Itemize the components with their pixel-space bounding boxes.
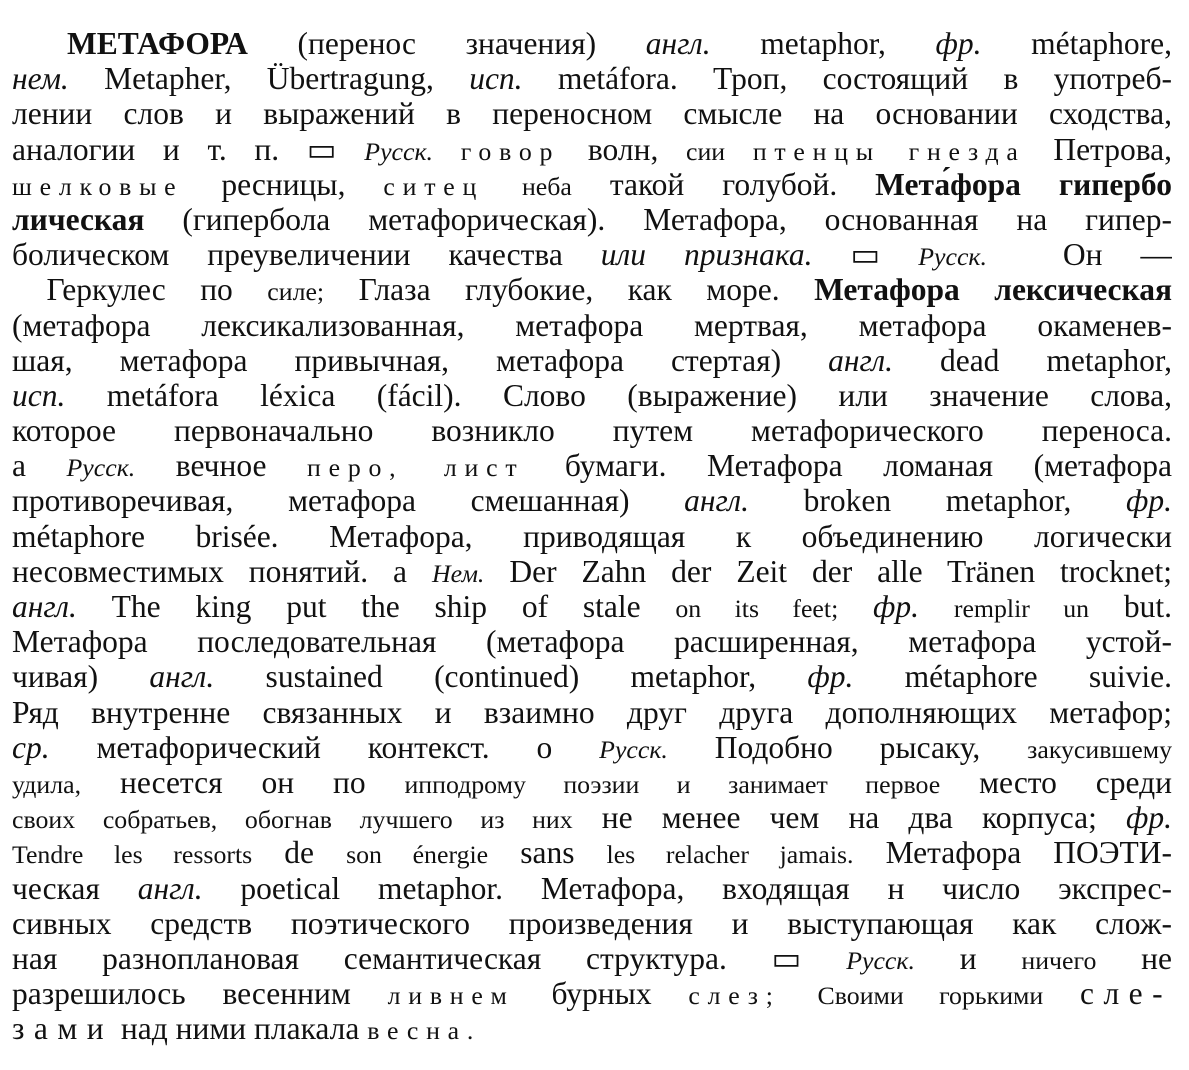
text-segment: Русск.	[66, 453, 136, 483]
text-segment: весна.	[367, 1016, 482, 1046]
text-segment: аналогии и т. п. ▭	[12, 131, 365, 167]
text-line	[12, 132, 1172, 167]
text-segment: разрешилось весенним	[12, 976, 388, 1012]
text-segment: не	[1096, 940, 1172, 976]
text-line	[12, 589, 1172, 624]
text-segment	[484, 167, 522, 202]
text-segment: Der Zahn der Zeit der alle Tränen trocknet;	[484, 553, 1172, 589]
text-line	[12, 61, 1172, 96]
text-segment: своих собратьев, обогнав лучшего из них	[12, 805, 573, 835]
text-segment: ливнем	[387, 981, 515, 1011]
text-segment: бурных	[514, 976, 689, 1012]
text-line	[12, 906, 1172, 941]
text-segment: или признака.	[600, 237, 813, 273]
text-segment: англ.	[12, 589, 77, 624]
text-segment: метафорический контекст. о	[49, 729, 600, 765]
text-segment: нем.	[12, 61, 69, 97]
text-line	[12, 272, 1172, 307]
text-segment: Ряд внутренне связанных и взаимно друг друга дополняющих метафор;	[12, 694, 1172, 730]
text-line	[12, 308, 1172, 343]
text-segment: sustained (continued) metaphor,	[214, 659, 808, 695]
text-segment: англ.	[828, 342, 893, 378]
text-line	[12, 695, 1172, 730]
text-segment: фр.	[807, 659, 854, 695]
text-segment: métaphore suivie.	[853, 659, 1172, 695]
text-line	[12, 167, 1172, 202]
text-line	[12, 483, 1172, 518]
text-segment: перо,	[307, 453, 404, 483]
text-segment: лении слов и выражений в переносном смысле на основании сходства,	[12, 96, 1172, 132]
text-segment: (метафора лексикализованная, метафора мертвая, метафора окаменев-	[12, 307, 1172, 343]
text-line	[12, 730, 1172, 765]
text-segment: Нем.	[431, 558, 485, 588]
text-segment: бумаги. Метафора ломаная (метафора	[524, 448, 1172, 484]
text-segment: métaphore brisée. Метафора, приводящая к объединению логически	[12, 518, 1172, 554]
text-line	[12, 96, 1172, 131]
text-segment: son énergie	[346, 840, 489, 870]
text-segment: болическом преувеличении качества	[12, 237, 601, 273]
text-segment: métaphore,	[981, 26, 1172, 61]
text-line	[12, 871, 1172, 906]
text-segment	[838, 589, 873, 624]
text-segment: Метафора ПОЭТИ-	[853, 835, 1172, 871]
text-segment: шелковые	[12, 171, 184, 201]
text-segment: les relacher jamais.	[606, 840, 854, 870]
text-segment: Своими горькими	[817, 981, 1044, 1011]
text-segment: такой голубой.	[571, 166, 876, 202]
text-line	[12, 202, 1172, 237]
text-segment: не менее чем на два корпуса;	[572, 800, 1126, 836]
text-segment: чивая)	[12, 659, 150, 695]
text-segment: (гипербола метафорическая). Метафора, основанная на гипер-	[144, 201, 1172, 237]
text-segment: лическая	[12, 201, 145, 237]
text-segment: а	[12, 448, 67, 484]
text-segment: Петрова,	[1025, 131, 1172, 167]
text-line	[12, 624, 1172, 659]
text-segment: Геркулес по	[12, 272, 268, 308]
text-segment	[881, 132, 909, 167]
text-segment	[403, 448, 444, 483]
text-segment: и	[914, 940, 1022, 976]
text-segment: Русск.	[846, 945, 915, 975]
text-segment: фр.	[873, 589, 920, 624]
text-segment: on its feet;	[675, 594, 839, 623]
text-line	[12, 800, 1172, 835]
text-segment: poetical metaphor. Метафора, входящая н число экспрес-	[202, 870, 1172, 906]
text-segment: ипподрому поэзии и занимает первое	[404, 769, 941, 799]
text-segment: неба	[521, 171, 572, 201]
text-segment: ничего	[1021, 945, 1097, 975]
text-segment: слез;	[688, 981, 781, 1011]
text-segment: Он —	[986, 237, 1172, 273]
text-segment: Русск.	[918, 242, 987, 272]
text-line	[12, 343, 1172, 378]
text-segment: исп.	[469, 61, 523, 97]
text-segment	[919, 589, 954, 624]
text-segment: (перенос значения)	[247, 26, 646, 61]
text-segment: которое первоначально возникло путем метафорического переноса.	[12, 413, 1172, 449]
text-line	[12, 659, 1172, 694]
text-segment: англ.	[645, 26, 711, 61]
text-segment: силе;	[267, 277, 325, 307]
text-segment: dead metaphor,	[892, 342, 1172, 378]
text-segment: metáfora. Троп, состоящий в употреб-	[522, 61, 1172, 97]
text-segment: англ.	[684, 483, 749, 519]
text-segment: Мета́фора гипербо	[875, 166, 1172, 202]
text-segment: фр.	[1126, 483, 1172, 519]
text-segment: шая, метафора привычная, метафора стертая)	[12, 342, 829, 378]
text-segment: над ними плакала	[113, 1011, 368, 1047]
text-segment: Русск.	[599, 734, 668, 764]
text-segment: Tendre les ressorts	[12, 840, 253, 870]
text-segment: несется он по	[81, 764, 405, 800]
text-segment: ▭	[812, 237, 919, 273]
text-segment: МЕТАФОРА	[67, 26, 248, 61]
text-line	[12, 237, 1172, 272]
text-line	[12, 554, 1172, 589]
text-segment: фр.	[1126, 800, 1172, 836]
text-line	[12, 519, 1172, 554]
text-line	[12, 413, 1172, 448]
text-line	[12, 976, 1172, 1011]
text-line	[12, 378, 1172, 413]
text-segment: вечное	[135, 448, 308, 484]
text-segment: удила,	[12, 769, 82, 799]
text-segment: закусившему	[1027, 734, 1172, 764]
text-segment: Русск.	[364, 136, 434, 166]
text-segment	[725, 132, 753, 167]
text-segment	[1043, 976, 1080, 1011]
text-segment: de	[252, 835, 347, 871]
text-segment	[433, 132, 461, 167]
text-segment: несовместимых понятий. а	[12, 553, 432, 589]
text-segment: Метафора последовательная (метафора расширенная, метафора устой-	[12, 624, 1172, 660]
text-segment: Метафора лексическая	[814, 272, 1172, 308]
text-segment: broken metaphor,	[749, 483, 1126, 519]
text-line	[12, 941, 1172, 976]
text-segment: ная разноплановая семантическая структура. ▭	[12, 940, 847, 976]
text-segment: англ.	[137, 870, 203, 906]
text-segment: ресницы,	[183, 166, 384, 202]
text-segment: сии	[686, 136, 726, 166]
text-segment: сле-	[1080, 976, 1172, 1012]
text-segment: птенцы	[752, 136, 881, 166]
text-segment: волн,	[560, 131, 687, 167]
text-segment: зами	[12, 1011, 114, 1047]
text-segment: Metapher, Übertragung,	[68, 61, 470, 97]
text-segment: Подобно рысаку,	[667, 729, 1028, 765]
text-segment	[781, 976, 818, 1011]
text-line	[12, 835, 1172, 870]
text-segment: сивных средств поэтического произведения и выступающая как слож-	[12, 905, 1172, 941]
text-segment: место среди	[940, 764, 1172, 800]
text-segment: ческая	[12, 870, 138, 906]
text-segment: ситец	[383, 171, 485, 201]
text-segment: англ.	[149, 659, 215, 695]
dictionary-entry-metafora	[12, 26, 1172, 1046]
text-segment: исп.	[12, 377, 66, 413]
text-line	[12, 26, 1172, 61]
text-line	[12, 765, 1172, 800]
text-segment: противоречивая, метафора смешанная)	[12, 483, 685, 519]
text-segment: The king put the ship of stale	[76, 589, 676, 624]
text-segment: but.	[1089, 589, 1172, 624]
text-segment: metaphor,	[710, 26, 936, 61]
text-segment: фр.	[935, 26, 982, 61]
text-segment: ср.	[12, 729, 50, 765]
text-segment: sans	[488, 835, 607, 871]
text-segment: remplir un	[953, 594, 1090, 623]
text-segment: лист	[443, 453, 525, 483]
text-segment: говор	[460, 136, 561, 166]
text-line	[12, 448, 1172, 483]
text-line	[12, 1011, 1172, 1046]
text-segment: metáfora léxica (fácil). Слово (выражение) или значение слова,	[65, 377, 1172, 413]
text-segment: гнезда	[908, 136, 1026, 166]
text-segment: Глаза глубокие, как море.	[324, 272, 815, 308]
